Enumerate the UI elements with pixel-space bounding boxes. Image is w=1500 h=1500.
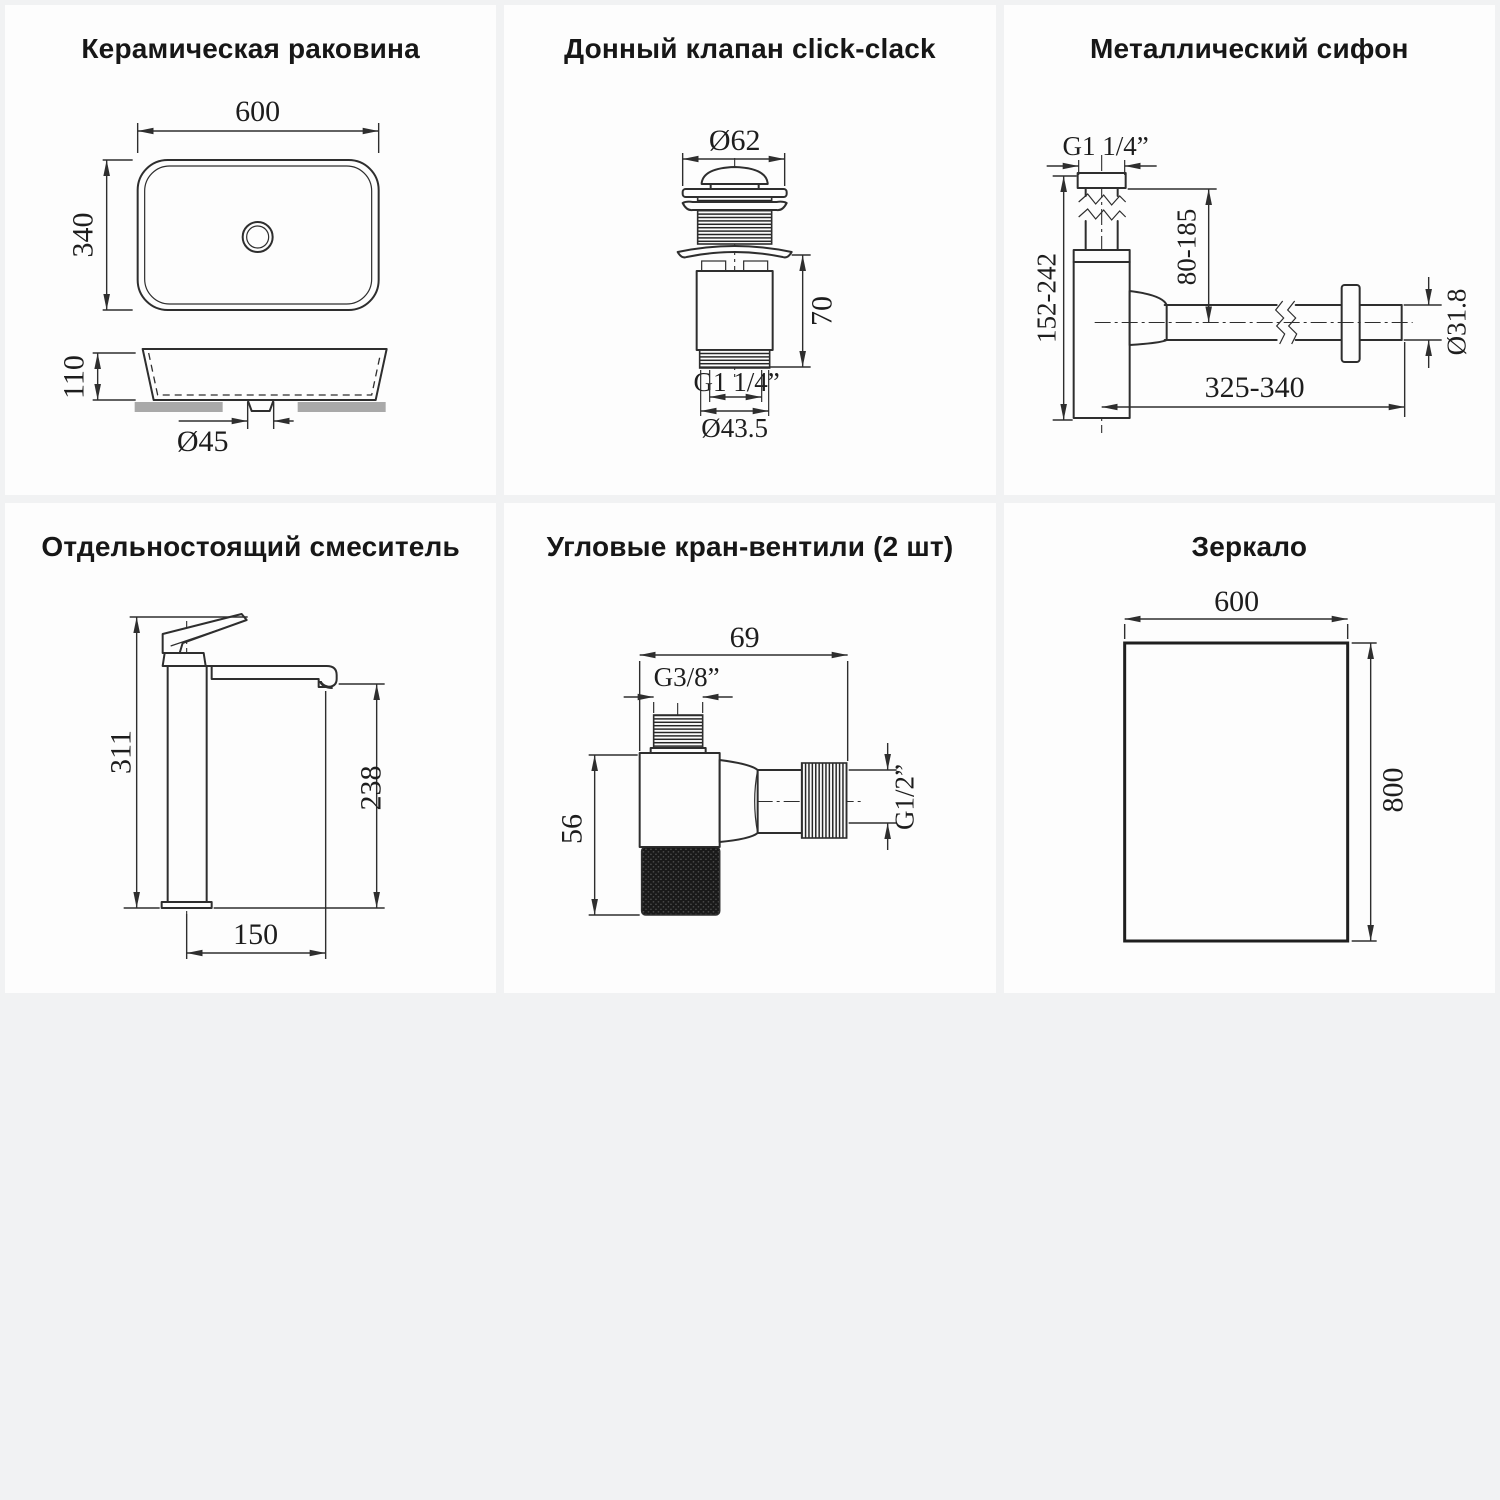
- angle-valve-technical-drawing: [504, 503, 995, 993]
- siphon-height-dimension: [1031, 176, 1076, 420]
- valve-technical-drawing: [504, 5, 995, 495]
- valve-base-diameter-label: Ø43.5: [701, 413, 769, 443]
- angle-valve-width-label: 69: [729, 621, 760, 654]
- panel-angle-valves: [504, 503, 995, 993]
- mixer-body-drawing: [162, 614, 337, 914]
- valve-thread-label: G1 1/4”: [693, 367, 781, 397]
- mixer-technical-drawing: [5, 503, 496, 993]
- sink-height-label: 110: [57, 355, 91, 399]
- valve-height-dimension: [770, 255, 839, 367]
- mixer-total-height-label: 311: [104, 730, 138, 774]
- siphon-length-range-label: 325-340: [1204, 371, 1305, 404]
- siphon-pipe-diameter-dimension: [1403, 277, 1471, 368]
- sink-side-view: [135, 349, 387, 412]
- angle-valve-height-label: 56: [555, 814, 589, 844]
- valve-cap-diameter-label: Ø62: [709, 124, 761, 157]
- angle-valve-inlet-thread-label: G3/8”: [654, 662, 720, 692]
- panel-click-clack-valve: [504, 5, 995, 495]
- siphon-height-range-label: 152-242: [1031, 253, 1062, 343]
- angle-valve-outlet-thread-label: G1/2”: [889, 764, 920, 830]
- sink-height-dimension: [58, 353, 136, 400]
- panel-title: Металлический сифон: [1090, 33, 1409, 64]
- panel-title: Зеркало: [1191, 531, 1308, 562]
- mirror-technical-drawing: [1004, 503, 1495, 993]
- sink-top-view: [138, 160, 379, 310]
- panel-title: Керамическая раковина: [81, 33, 420, 64]
- sink-depth-label: 340: [66, 212, 100, 258]
- panel-metal-siphon: [1004, 5, 1495, 495]
- siphon-pipe-diameter-label: Ø31.8: [1441, 288, 1472, 356]
- sink-width-dimension: [138, 95, 379, 153]
- sink-technical-drawing: [5, 5, 496, 495]
- sink-depth-dimension: [67, 160, 133, 310]
- siphon-riser-range-label: 80-185: [1171, 208, 1202, 286]
- mixer-spout-height-dimension: [214, 684, 388, 908]
- sink-drain-label: Ø45: [176, 425, 229, 458]
- mirror-outline: [1124, 643, 1347, 941]
- panel-ceramic-sink: [5, 5, 496, 495]
- panel-title: Отдельностоящий смеситель: [41, 531, 460, 562]
- valve-thread-dimension: [694, 367, 780, 402]
- angle-valve-body-drawing: [640, 703, 865, 915]
- mixer-spout-reach-label: 150: [233, 918, 279, 951]
- mirror-width-dimension: [1124, 585, 1347, 639]
- mixer-spout-height-label: 238: [354, 765, 388, 811]
- panel-title: Угловые кран-вентили (2 шт): [546, 531, 954, 562]
- sink-width-label: 600: [235, 95, 281, 128]
- valve-height-label: 70: [805, 296, 839, 326]
- panel-mirror: [1004, 503, 1495, 993]
- panel-freestanding-mixer: [5, 503, 496, 993]
- valve-body-drawing: [678, 158, 792, 377]
- panel-title: Донный клапан click-clack: [564, 33, 936, 64]
- siphon-inlet-thread-label: G1 1/4”: [1062, 131, 1149, 161]
- mirror-width-label: 600: [1213, 585, 1259, 618]
- siphon-technical-drawing: [1004, 5, 1495, 495]
- angle-valve-outlet-thread-dimension: [849, 743, 920, 850]
- angle-valve-height-dimension: [556, 755, 640, 915]
- mirror-height-label: 800: [1376, 767, 1410, 813]
- mirror-height-dimension: [1351, 643, 1409, 941]
